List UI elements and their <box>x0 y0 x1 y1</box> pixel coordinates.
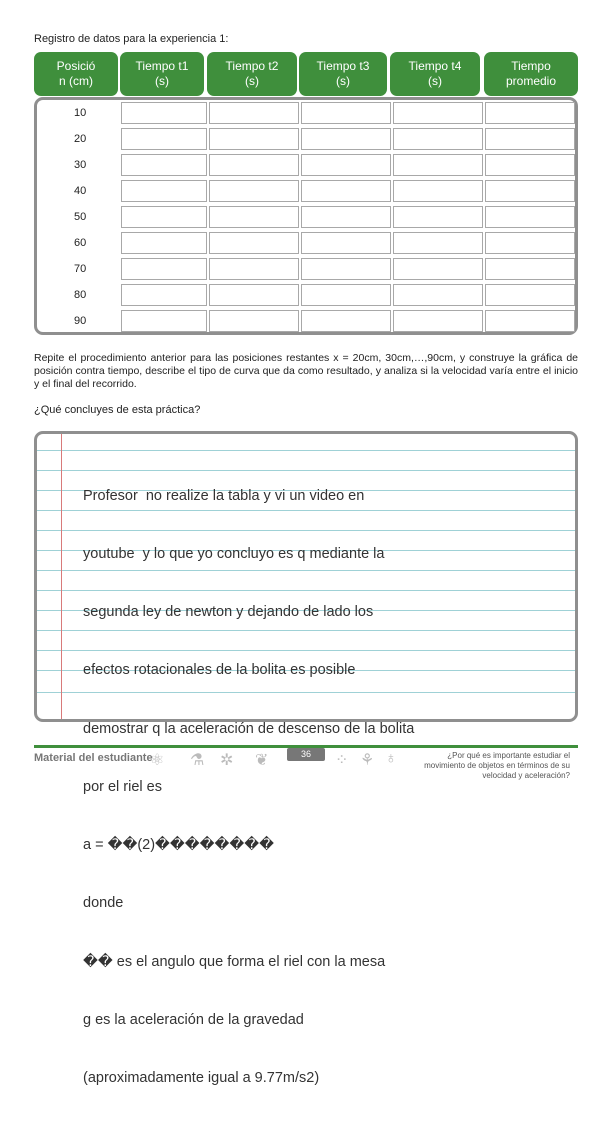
leaf-icon: ❦ <box>255 752 269 769</box>
cell-t2[interactable] <box>209 128 299 150</box>
cell-t2[interactable] <box>209 206 299 228</box>
footer-icons <box>150 748 410 776</box>
answer-line: a = ��(2)�������� <box>83 837 274 854</box>
cell-t3[interactable] <box>301 154 391 176</box>
cell-t4[interactable] <box>393 232 483 254</box>
table-row <box>37 126 575 152</box>
position-label: 60 <box>74 237 87 249</box>
cell-t3[interactable] <box>301 310 391 332</box>
cell-t1[interactable] <box>121 128 207 150</box>
position-label: 20 <box>74 133 87 145</box>
cell-t4[interactable] <box>393 258 483 280</box>
answer-line: efectos rotacionales de la bolita es posible <box>83 662 356 679</box>
data-table <box>34 97 578 335</box>
cell-t3[interactable] <box>301 284 391 306</box>
answer-line: g es la aceleración de la gravedad <box>83 1011 304 1028</box>
header-t2: Tiempo t2 (s) <box>207 52 297 96</box>
table-row <box>37 178 575 204</box>
flask-icon: ⚘ <box>360 752 375 769</box>
cell-promedio[interactable] <box>485 154 575 176</box>
answer-line: �� es el angulo que forma el riel con la mesa <box>83 953 386 970</box>
position-label: 90 <box>74 315 87 327</box>
cell-promedio[interactable] <box>485 180 575 202</box>
cell-t1[interactable] <box>121 258 207 280</box>
answer-text <box>83 448 414 1127</box>
cell-promedio[interactable] <box>485 284 575 306</box>
table-row <box>37 230 575 256</box>
answer-line: Profesor no realize la tabla y vi un video en <box>83 487 365 504</box>
table-row <box>37 256 575 282</box>
cell-t2[interactable] <box>209 232 299 254</box>
atom-icon: ⚛ <box>150 752 165 769</box>
header-t1: Tiempo t1 (s) <box>120 52 204 96</box>
cell-t4[interactable] <box>393 284 483 306</box>
position-label: 40 <box>74 185 87 197</box>
cell-t1[interactable] <box>121 154 207 176</box>
cell-t2[interactable] <box>209 310 299 332</box>
answer-line: segunda ley de newton y dejando de lado los <box>83 604 374 621</box>
cell-t2[interactable] <box>209 258 299 280</box>
page-number: 36 <box>287 748 325 761</box>
test-tube-icon: ⚗ <box>190 752 205 769</box>
table-row <box>37 282 575 308</box>
position-label: 80 <box>74 289 87 301</box>
table-row <box>37 152 575 178</box>
cell-t1[interactable] <box>121 206 207 228</box>
position-label: 10 <box>74 107 87 119</box>
answer-line: por el riel es <box>83 778 162 795</box>
footer-label: Material del estudiante <box>34 752 153 764</box>
cell-t1[interactable] <box>121 102 207 124</box>
dots-icon: ⁘ <box>335 752 349 769</box>
cell-t4[interactable] <box>393 310 483 332</box>
position-label: 30 <box>74 159 87 171</box>
answer-line: demostrar q la aceleración de descenso de la bolita <box>83 720 415 737</box>
answer-line: youtube y lo que yo concluyo es q mediante la <box>83 546 385 563</box>
cell-t2[interactable] <box>209 154 299 176</box>
cell-t4[interactable] <box>393 206 483 228</box>
answer-line: donde <box>83 895 124 912</box>
cell-t4[interactable] <box>393 128 483 150</box>
header-t4: Tiempo t4 (s) <box>390 52 480 96</box>
cell-promedio[interactable] <box>485 128 575 150</box>
cell-t2[interactable] <box>209 102 299 124</box>
table-row <box>37 308 575 334</box>
cell-t3[interactable] <box>301 180 391 202</box>
header-promedio: Tiempo promedio <box>484 52 578 96</box>
cell-promedio[interactable] <box>485 232 575 254</box>
cell-t1[interactable] <box>121 284 207 306</box>
cell-t3[interactable] <box>301 102 391 124</box>
registro-title: Registro de datos para la experiencia 1: <box>34 33 229 45</box>
cell-promedio[interactable] <box>485 206 575 228</box>
bulb-icon: ♁ <box>385 750 397 767</box>
cell-t4[interactable] <box>393 180 483 202</box>
cell-promedio[interactable] <box>485 310 575 332</box>
margin-line <box>61 434 62 719</box>
position-label: 50 <box>74 211 87 223</box>
header-posicion: Posició n (cm) <box>34 52 118 96</box>
instructions-paragraph: Repite el procedimiento anterior para las posiciones restantes x = 20cm, 30cm,…,90cm, y construye la gráfica de posición contra tiempo, describe el tipo de curva que da como resultado, y analiza si la velocidad varía entre el inicio y el final del recorrido. <box>34 352 578 390</box>
answer-line: (aproximadamente igual a 9.77m/s2) <box>83 1070 320 1086</box>
cell-promedio[interactable] <box>485 102 575 124</box>
cell-promedio[interactable] <box>485 258 575 280</box>
cell-t3[interactable] <box>301 258 391 280</box>
cell-t3[interactable] <box>301 232 391 254</box>
table-row <box>37 204 575 230</box>
footer-question: ¿Por qué es importante estudiar el movimiento de objetos en términos de su velocidad y aceleración? <box>424 751 570 780</box>
molecule-icon: ✲ <box>220 752 234 769</box>
cell-t1[interactable] <box>121 180 207 202</box>
cell-t4[interactable] <box>393 154 483 176</box>
question-text: ¿Qué concluyes de esta práctica? <box>34 404 201 416</box>
cell-t1[interactable] <box>121 232 207 254</box>
cell-t3[interactable] <box>301 206 391 228</box>
cell-t2[interactable] <box>209 180 299 202</box>
table-row <box>37 100 575 126</box>
cell-t2[interactable] <box>209 284 299 306</box>
cell-t1[interactable] <box>121 310 207 332</box>
cell-t3[interactable] <box>301 128 391 150</box>
header-t3: Tiempo t3 (s) <box>299 52 387 96</box>
cell-t4[interactable] <box>393 102 483 124</box>
position-label: 70 <box>74 263 87 275</box>
